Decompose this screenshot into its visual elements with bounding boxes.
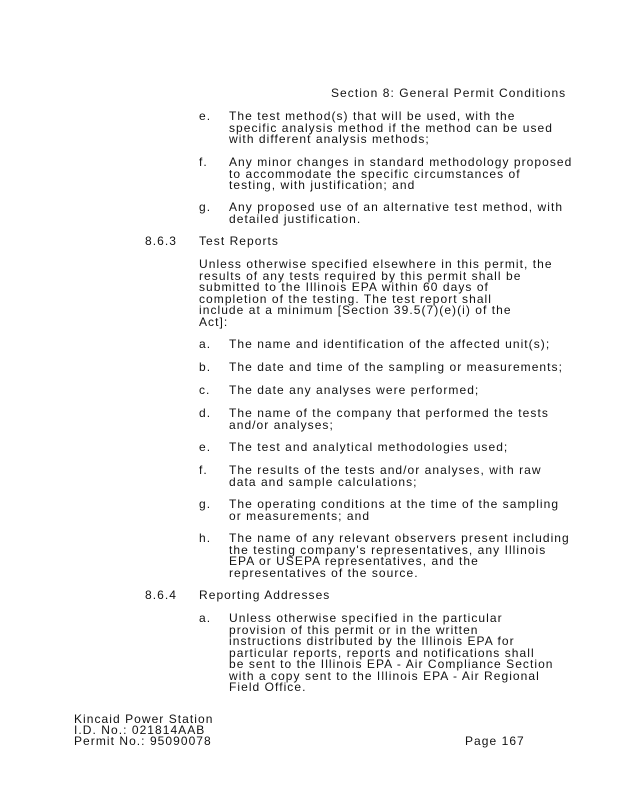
list-item-line: the testing company's representatives, any Illinois bbox=[229, 542, 547, 557]
list-item-d bbox=[229, 408, 549, 431]
list-item-line: detailed justification. bbox=[229, 211, 362, 226]
list-item-line: The name of the company that performed the tests bbox=[229, 406, 549, 420]
list-item-g2 bbox=[229, 499, 559, 522]
list-item-g bbox=[229, 202, 563, 225]
list-item-h bbox=[229, 533, 570, 579]
paragraph-line: Act]: bbox=[199, 314, 229, 329]
list-marker-e2: e. bbox=[199, 440, 212, 454]
list-marker-g: g. bbox=[199, 200, 212, 214]
list-item-line: Field Office. bbox=[229, 680, 307, 694]
section-title-reporting-addresses: Reporting Addresses bbox=[199, 588, 331, 602]
footer-id-number: I.D. No.: 021814AAB bbox=[74, 723, 206, 737]
list-item-line: representatives of the source. bbox=[229, 565, 419, 580]
list-item-a2 bbox=[229, 613, 554, 694]
list-item-line: with a copy sent to the Illinois EPA - Air Regional bbox=[229, 668, 540, 683]
list-item-line: Any minor changes in standard methodology proposed bbox=[229, 155, 573, 169]
paragraph-line: include at a minimum [Section 39.5(7)(e)(i) of the bbox=[199, 303, 512, 317]
list-item-e2 bbox=[229, 442, 508, 454]
list-item-e bbox=[229, 111, 553, 146]
list-item-line: data and sample calculations; bbox=[229, 474, 418, 489]
list-item-line: provision of this permit or in the written bbox=[229, 622, 479, 637]
list-item-line: testing, with justification; and bbox=[229, 178, 416, 192]
section-number-8-6-3: 8.6.3 bbox=[145, 234, 177, 248]
list-item-f2 bbox=[229, 465, 542, 488]
list-item-line: The name and identification of the affected unit(s); bbox=[229, 337, 551, 351]
list-marker-f2: f. bbox=[199, 463, 208, 477]
list-item-line: The name of any relevant observers present including bbox=[229, 531, 570, 545]
list-item-line: or measurements; and bbox=[229, 508, 371, 523]
list-marker-f: f. bbox=[199, 155, 208, 169]
list-item-line: particular reports, reports and notifications shall bbox=[229, 645, 535, 660]
paragraph-line: completion of the testing. The test report shall bbox=[199, 291, 492, 306]
list-item-line: EPA or USEPA representatives, and the bbox=[229, 554, 479, 568]
list-marker-g2: g. bbox=[199, 497, 212, 511]
list-item-line: and/or analyses; bbox=[229, 417, 334, 432]
list-item-line: The test and analytical methodologies used; bbox=[229, 440, 509, 454]
footer-facility-name: Kincaid Power Station bbox=[74, 712, 214, 726]
list-marker-h: h. bbox=[199, 531, 212, 545]
list-item-b bbox=[229, 362, 563, 374]
list-item-line: be sent to the Illinois EPA - Air Compliance Section bbox=[229, 657, 554, 671]
list-item-line: with different analysis methods; bbox=[229, 132, 430, 146]
section-intro-paragraph bbox=[199, 259, 553, 328]
list-item-line: specific analysis method if the method can be used bbox=[229, 120, 553, 135]
footer-permit-number: Permit No.: 95090078 bbox=[74, 734, 212, 748]
list-item-line: Unless otherwise specified in the particular bbox=[229, 611, 503, 625]
list-marker-b: b. bbox=[199, 360, 212, 374]
list-item-line: The date and time of the sampling or measurements; bbox=[229, 360, 563, 374]
section-title-test-reports: Test Reports bbox=[199, 234, 279, 248]
list-marker-a: a. bbox=[199, 337, 212, 351]
footer-facility-info bbox=[74, 714, 213, 747]
list-item-c bbox=[229, 385, 479, 397]
list-marker-d: d. bbox=[199, 406, 212, 420]
list-item-line: instructions distributed by the Illinois EPA for bbox=[229, 634, 515, 648]
paragraph-line: Unless otherwise specified elsewhere in this permit, the bbox=[199, 257, 553, 271]
paragraph-line: submitted to the Illinois EPA within 60 days of bbox=[199, 280, 489, 294]
list-item-f bbox=[229, 157, 572, 192]
list-item-line: The results of the tests and/or analyses, with raw bbox=[229, 463, 542, 477]
list-item-line: Any proposed use of an alternative test method, with bbox=[229, 200, 564, 214]
footer-page-number: Page 167 bbox=[465, 734, 525, 748]
list-marker-e: e. bbox=[199, 109, 212, 123]
page-section-header: Section 8: General Permit Conditions bbox=[331, 86, 567, 100]
list-item-a bbox=[229, 339, 550, 351]
list-marker-a2: a. bbox=[199, 611, 212, 625]
list-item-line: to accommodate the specific circumstances of bbox=[229, 166, 521, 181]
paragraph-line: results of any tests required by this permit shall be bbox=[199, 268, 522, 283]
list-item-line: The test method(s) that will be used, with the bbox=[229, 109, 516, 123]
list-marker-c: c. bbox=[199, 383, 211, 397]
section-number-8-6-4: 8.6.4 bbox=[145, 588, 177, 602]
list-item-line: The date any analyses were performed; bbox=[229, 383, 480, 397]
list-item-line: The operating conditions at the time of the sampling bbox=[229, 497, 560, 511]
